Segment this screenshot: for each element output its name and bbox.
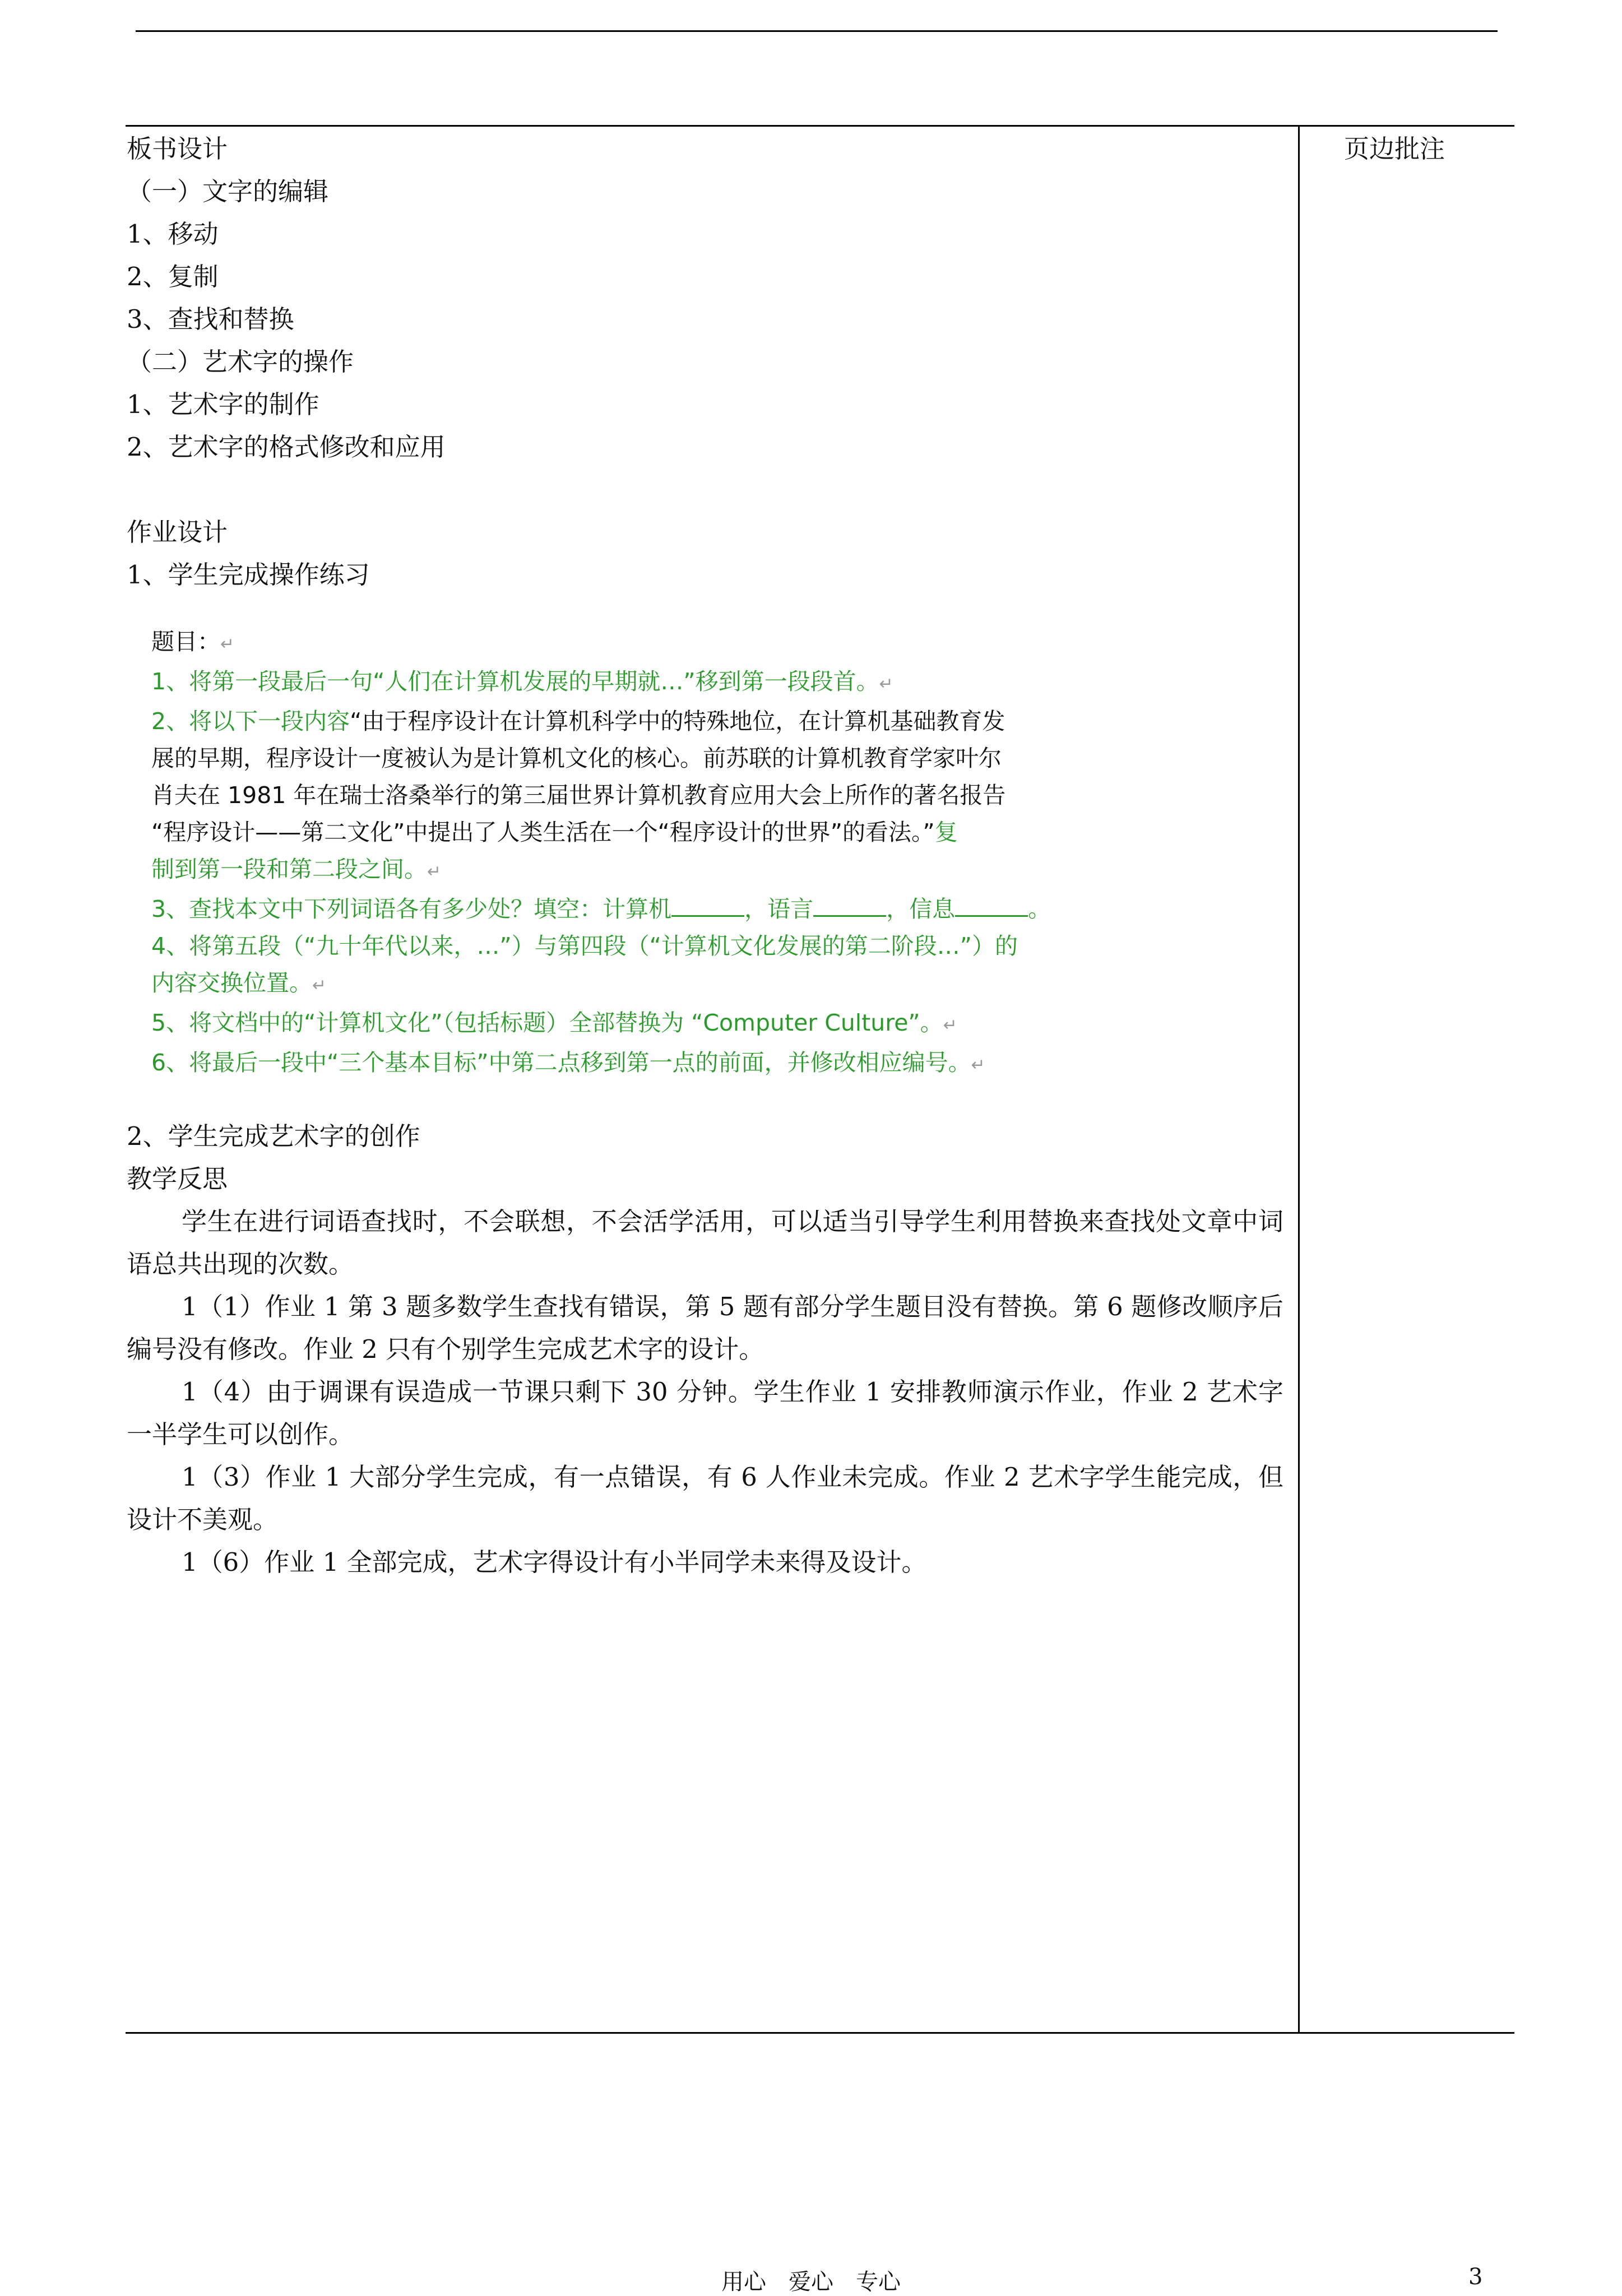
footer-text: 用心 爱心 专心 bbox=[721, 2269, 901, 2295]
lesson-column bbox=[127, 128, 1283, 596]
reflection-paragraph: 1（6）作业 1 全部完成，艺术字得设计有小半同学未来得及设计。 bbox=[182, 1547, 927, 1577]
exercise-question-2-end: 制到第一段和第二段之间。↵ bbox=[151, 856, 442, 883]
exercise-title: 题目：↵ bbox=[151, 628, 235, 655]
homework-item: 2、学生完成艺术字的创作 bbox=[127, 1121, 420, 1151]
outline-item: （一）文字的编辑 bbox=[127, 177, 329, 206]
board-design-heading: 板书设计 bbox=[127, 134, 228, 164]
table-bottom-border bbox=[126, 2032, 1514, 2034]
exercise-question-2-cont: “程序设计——第二文化”中提出了人类生活在一个“程序设计的世界”的看法。”复 bbox=[151, 819, 958, 846]
reflection-paragraph: 1（3）作业 1 大部分学生完成，有一点错误，有 6 人作业未完成。作业 2 艺术字学生能完成，但设计不美观。 bbox=[127, 1462, 1283, 1534]
table-top-border bbox=[126, 125, 1514, 127]
reflection-paragraph: 学生在进行词语查找时，不会联想，不会活学活用，可以适当引导学生利用替换来查找处文章中词语总共出现的次数。 bbox=[127, 1207, 1283, 1279]
outline-item: 1、艺术字的制作 bbox=[127, 389, 319, 419]
margin-notes-heading: 页边批注 bbox=[1344, 134, 1445, 164]
exercise-question-5: 5、将文档中的“计算机文化”（包括标题）全部替换为 “Computer Culture”。↵ bbox=[151, 1009, 957, 1036]
exercise-question-3: 3、查找本文中下列词语各有多少处？填空：计算机 ，语言 ，信息 。 bbox=[151, 896, 1051, 922]
exercise-question-2-cont: 肖夫在 1981 年在瑞士洛桑举行的第三届世界计算机教育应用大会上所作的著名报告 bbox=[151, 782, 1006, 809]
homework-item: 1、学生完成操作练习 bbox=[127, 560, 370, 590]
outline-item: 3、查找和替换 bbox=[127, 304, 294, 334]
outline-item: 2、复制 bbox=[127, 262, 219, 291]
reflection-section bbox=[127, 1115, 1283, 1584]
reflection-paragraph: 1（4）由于调课有误造成一节课只剩下 30 分钟。学生作业 1 安排教师演示作业，作业 2 艺术字一半学生可以创作。 bbox=[127, 1377, 1283, 1449]
exercise-image bbox=[151, 623, 1115, 1084]
reflection-paragraph: 1（1）作业 1 第 3 题多数学生查找有错误，第 5 题有部分学生题目没有替换。第 6 题修改顺序后编号没有修改。作业 2 只有个别学生完成艺术字的设计。 bbox=[127, 1292, 1283, 1364]
table-column-divider bbox=[1298, 125, 1300, 2034]
reflection-heading: 教学反思 bbox=[127, 1164, 228, 1194]
exercise-question-4: 4、将第五段（“九十年代以来，…”）与第四段（“计算机文化发展的第二阶段…”）的 bbox=[151, 933, 1018, 959]
exercise-question-2-cont: 展的早期，程序设计一度被认为是计算机文化的核心。前苏联的计算机教育学家叶尔 bbox=[151, 745, 1002, 772]
page-number: 3 bbox=[1468, 2264, 1483, 2290]
exercise-question-1: 1、将第一段最后一句“人们在计算机发展的早期就…”移到第一段段首。↵ bbox=[151, 668, 893, 695]
outline-item: 1、移动 bbox=[127, 219, 219, 249]
outline-item: 2、艺术字的格式修改和应用 bbox=[127, 432, 446, 462]
exercise-question-2: 2、将以下一段内容“由于程序设计在计算机科学中的特殊地位，在计算机基础教育发 bbox=[151, 708, 1005, 735]
header-rule bbox=[136, 30, 1498, 32]
outline-item: （二）艺术字的操作 bbox=[127, 347, 354, 377]
exercise-question-6: 6、将最后一段中“三个基本目标”中第二点移到第一点的前面，并修改相应编号。↵ bbox=[151, 1049, 985, 1076]
homework-heading: 作业设计 bbox=[127, 517, 228, 547]
exercise-question-4-cont: 内容交换位置。↵ bbox=[151, 970, 327, 996]
